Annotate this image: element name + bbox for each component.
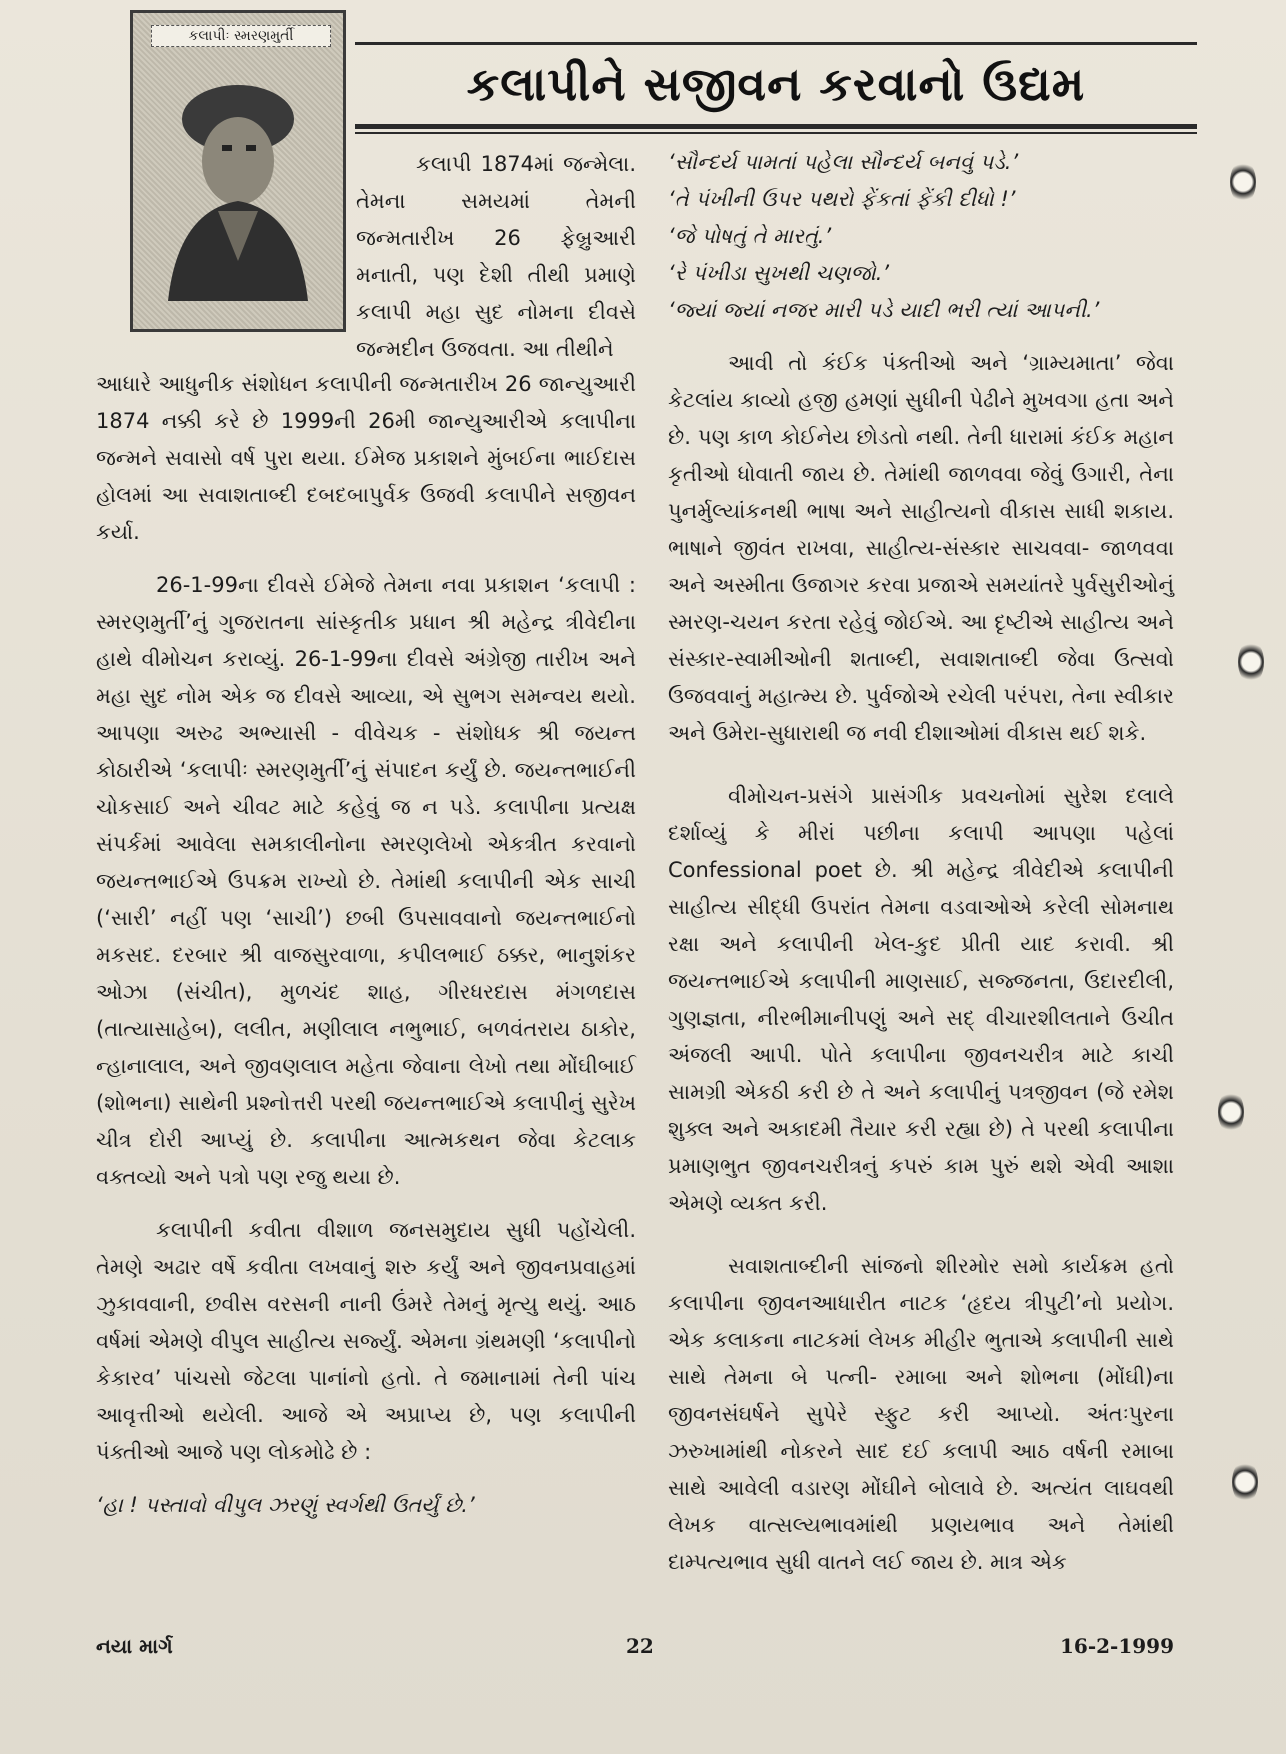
paragraph: કલાપીની કવીતા વીશાળ જનસમુદાય સુધી પહોંચેલી. તેમણે અઢાર વર્ષે કવીતા લખવાનું શરુ કર્યું અને જીવનપ્રવાહમાં ઝુકાવવાની, છવીસ વરસની નાની ઉંમરે તેમનું મૃત્યુ થયું. આઠ વર્ષમાં એમણે વીપુલ સાહીત્ય સર્જ્યું. એમના ગ્રંથમણી ‘કલાપીનો કેકારવ’ પાંચસો જેટલા પાનાંનો હતો. તે જમાનામાં તેની પાંચ આવૃત્તીઓ થયેલી. આજે એ અપ્રાપ્ય છે, પણ કલાપીની પંક્તીઓ આજે પણ લોકમોઢે છે : <box>96 1218 636 1464</box>
poem-quote: ‘હા ! પસ્તાવો વીપુલ ઝરણું સ્વર્ગથી ઉતર્યું છે.’ <box>96 1493 475 1517</box>
portrait-illustration <box>158 61 318 301</box>
left-column-intro <box>356 146 636 368</box>
poem-quote: ‘જે પોષતું તે મારતું.’ <box>668 224 832 248</box>
paragraph: કલાપી 1874માં જન્મેલા. તેમના સમયમાં તેમની જન્મતારીખ 26 ફેબ્રુઆરી મનાતી, પણ દેશી તીથી પ્રમાણે કલાપી મહા સુદ નોમના દીવસે જન્મદીન ઉજવતા. આ તીથીને <box>356 152 636 361</box>
binding-hole-icon <box>1230 160 1256 204</box>
poem-quote: ‘રે પંખીડા સુખથી ચણજો.’ <box>668 261 890 285</box>
binding-hole-icon <box>1218 1090 1244 1134</box>
paragraph: વીમોચન-પ્રસંગે પ્રાસંગીક પ્રવચનોમાં સુરેશ દલાલે દર્શાવ્યું કે મીરાં પછીના કલાપી આપણા પહેલાં Confessional poet છે. શ્રી મહેન્દ્ર ત્રીવેદીએ કલાપીની સાહીત્ય સીદ્ધી ઉપરાંત તેમના વડવાઓએ કરેલી સોમનાથ રક્ષા અને કલાપીની ખેલ-કુદ પ્રીતી યાદ કરાવી. શ્રી જયન્તભાઈએ કલાપીની માણસાઈ, સજ્જનતા, ઉદારદીલી, ગુણજ્ઞતા, નીરભીમાનીપણું અને સદ્ વીચારશીલતાને ઉચીત અંજલી આપી. પોતે કલાપીના જીવનચરીત્ર માટે કાચી સામગ્રી એકઠી કરી છે તે અને કલાપીનું પત્રજીવન (જે રમેશ શુક્લ અને અકાદમી તૈયાર કરી રહ્યા છે) તે પરથી કલાપીના પ્રમાણભુત જીવનચરીત્રનું કપરું કામ પુરું થશે એવી આશા એમણે વ્યક્ત કરી. <box>668 784 1174 1215</box>
title-rule-bottom <box>355 124 1197 129</box>
publication-name: નયા માર્ગ <box>96 1634 173 1658</box>
photo-caption: કલાપીઃ સ્મરણમુર્તી <box>151 25 331 47</box>
article-title: કલાપીને સજીવન કરવાનો ઉદ્યમ <box>466 57 1086 111</box>
article-photo <box>130 10 346 332</box>
paragraph: આધારે આધુનીક સંશોધન કલાપીની જન્મતારીખ 26 જાન્યુઆરી 1874 નક્કી કરે છે 1999ની 26મી જાન્યુઆરીએ કલાપીના જન્મને સવાસો વર્ષ પુરા થયા. ઈમેજ પ્રકાશને મુંબઈના ભાઈદાસ હોલમાં આ સવાશતાબ્દી દબદબાપુર્વક ઉજવી કલાપીને સજીવન કર્યા. <box>96 372 636 544</box>
right-column <box>668 144 1174 1581</box>
page-footer <box>96 1628 1174 1662</box>
binding-hole-icon <box>1238 640 1264 684</box>
title-rule-bottom-thin <box>355 132 1197 134</box>
left-column <box>96 366 636 1524</box>
paragraph: સવાશતાબ્દીની સાંજનો શીરમોર સમો કાર્યક્રમ હતો કલાપીના જીવનઆધારીત નાટક ‘હૃદય ત્રીપુટી’નો પ્રયોગ. એક કલાકના નાટકમાં લેખક મીહીર ભુતાએ કલાપીની સાથે સાથે તેમના બે પત્ની- રમાબા અને શોભના (મોંઘી)ના જીવનસંઘર્ષને સુપેરે સ્ફુટ કરી આપ્યો. અંતઃપુરના ઝરુખામાંથી નોકરને સાદ દઈ કલાપી આઠ વર્ષની રમાબા સાથે આવેલી વડારણ મોંઘીને બોલાવે છે. અત્યંત લાઘવથી લેખક વાત્સલ્યભાવમાંથી પ્રણયભાવ અને તેમાંથી દામ્પત્યભાવ સુધી વાતને લઈ જાય છે. માત્ર એક <box>668 1254 1174 1574</box>
poem-quote: ‘સૌન્દર્ય પામતાં પહેલા સૌન્દર્ય બનવું પડે.’ <box>668 150 1019 174</box>
poem-quote: ‘તે પંખીની ઉપર પથરો ફેંકતાં ફેંકી દીધો !’ <box>668 187 1016 211</box>
paragraph: આવી તો કંઈક પંક્તીઓ અને ‘ગ્રામ્યમાતા’ જેવા કેટલાંય કાવ્યો હજી હમણાં સુધીની પેઢીને મુખવગા હતા અને છે. પણ કાળ કોઈનેય છોડતો નથી. તેની ધારામાં કંઈક મહાન કૃતીઓ ધોવાતી જાય છે. તેમાંથી જાળવવા જેવું ઉગારી, તેના પુનર્મુલ્યાંકનથી ભાષા અને સાહીત્યનો વીકાસ સાધી શકાય. ભાષાને જીવંત રાખવા, સાહીત્ય-સંસ્કાર સાચવવા- જાળવવા અને અસ્મીતા ઉજાગર કરવા પ્રજાએ સમયાંતરે પુર્વસુરીઓનું સ્મરણ-ચયન કરતા રહેવું જોઈએ. આ દૃષ્ટીએ સાહીત્ય અને સંસ્કાર-સ્વામીઓની શતાબ્દી, સવાશતાબ્દી જેવા ઉત્સવો ઉજવવાનું મહાત્મ્ય છે. પુર્વજોએ રચેલી પરંપરા, તેના સ્વીકાર અને ઉમેરા-સુધારાથી જ નવી દીશાઓમાં વીકાસ થઈ શકે. <box>668 351 1174 745</box>
poem-quote: ‘જ્યાં જ્યાં નજર મારી પડે યાદી ભરી ત્યાં આપની.’ <box>668 298 1100 322</box>
paragraph: 26-1-99ના દીવસે ઈમેજે તેમના નવા પ્રકાશન ‘કલાપી : સ્મરણમુર્તી’નું ગુજરાતના સાંસ્કૃતીક પ્રધાન શ્રી મહેન્દ્ર ત્રીવેદીના હાથે વીમોચન કરાવ્યું. 26-1-99ના દીવસે અંગ્રેજી તારીખ અને મહા સુદ નોમ એક જ દીવસે આવ્યા, એ સુભગ સમન્વય થયો. આપણા અરુઢ અભ્યાસી - વીવેચક - સંશોધક શ્રી જયન્ત કોઠારીએ ‘કલાપીઃ સ્મરણમુર્તી’નું સંપાદન કર્યું છે. જયન્તભાઈની ચોકસાઈ અને ચીવટ માટે કહેવું જ ન પડે. કલાપીના પ્રત્યક્ષ સંપર્કમાં આવેલા સમકાલીનોના સ્મરણલેખો એકત્રીત કરવાનો જયન્તભાઈએ ઉપક્રમ રાખ્યો છે. તેમાંથી કલાપીની એક સાચી (‘સારી’ નહીં પણ ‘સાચી’) છબી ઉપસાવવાનો જયન્તભાઈનો મકસદ. દરબાર શ્રી વાજસુરવાળા, કપીલભાઈ ઠક્કર, ભાનુશંકર ઓઝા (સંચીત), મુળચંદ શાહ, ગીરધરદાસ મંગળદાસ (તાત્યાસાહેબ), લલીત, મણીલાલ નભુભાઈ, બળવંતરાય ઠાકોર, ન્હાનાલાલ, અને જીવણલાલ મહેતા જેવાના લેખો તથા મોંઘીબાઈ (શોભના) સાથેની પ્રશ્નોત્તરી પરથી જયન્તભાઈએ કલાપીનું સુરેખ ચીત્ર દોરી આપ્યું છે. કલાપીના આત્મકથન જેવા કેટલાક વક્તવ્યો અને પત્રો પણ રજુ થયા છે. <box>96 573 636 1189</box>
page-number: 22 <box>626 1634 654 1658</box>
binding-hole-icon <box>1232 1460 1258 1504</box>
issue-date: 16-2-1999 <box>1059 1634 1174 1658</box>
